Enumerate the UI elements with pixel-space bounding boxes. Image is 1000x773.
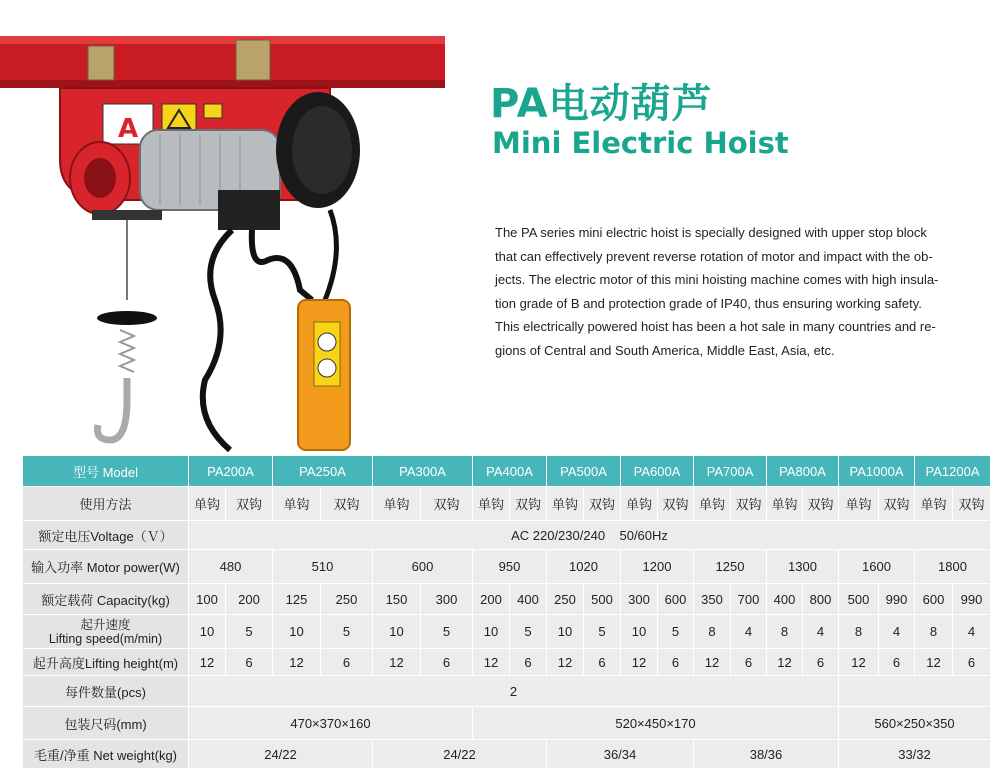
cell: 5 [510,615,547,649]
table-row [23,649,991,676]
cell: 10 [621,615,658,649]
cell: 双钩 [658,487,694,521]
cell: 500 [584,584,621,615]
cell: 4 [879,615,915,649]
cell: 双钩 [321,487,373,521]
cell-qty: 2 [189,676,839,707]
cell: 单钩 [621,487,658,521]
page-title-en: Mini Electric Hoist [492,126,789,160]
cell: 33/32 [839,740,991,769]
cell: 单钩 [915,487,953,521]
cell: 6 [584,649,621,676]
table-row [23,487,991,521]
cell: 1020 [547,550,621,584]
cell: 6 [510,649,547,676]
cell: 单钩 [273,487,321,521]
cell: 12 [694,649,731,676]
cell: 125 [273,584,321,615]
cell: 100 [189,584,226,615]
cell: 500 [839,584,879,615]
description-line: jects. The electric motor of this mini hoisting machine comes with high insula- [495,272,939,287]
cell: 36/34 [547,740,694,769]
cell: 400 [767,584,803,615]
cell: 470×370×160 [189,707,473,740]
cell: 1250 [694,550,767,584]
table-header-row [23,456,991,487]
cell: 双钩 [803,487,839,521]
header-model: PA1000A [839,456,915,487]
cell: 560×250×350 [839,707,991,740]
cell: 300 [421,584,473,615]
cell: 600 [373,550,473,584]
row-label-capacity: 额定载荷 Capacity(kg) [23,584,189,615]
description-line: that can effectively prevent reverse rotation of motor and impact with the ob- [495,248,933,264]
description-line: The PA series mini electric hoist is specially designed with upper stop block [495,225,927,240]
row-label-qty: 每件数量(pcs) [23,676,189,707]
table-row [23,550,991,584]
cell: 5 [584,615,621,649]
cell: 6 [731,649,767,676]
table-row [23,740,991,769]
cell: 单钩 [767,487,803,521]
cell: 300 [621,584,658,615]
cell: 990 [879,584,915,615]
cell: 8 [839,615,879,649]
cell: 12 [473,649,510,676]
cell: 6 [803,649,839,676]
header-model: PA800A [767,456,839,487]
table-row [23,584,991,615]
table-row [23,521,991,550]
description-line: gions of Central and South America, Middle East, Asia, etc. [495,342,835,358]
cell: 990 [953,584,991,615]
row-label-speed-en: Lifting speed(m/min) [48,631,163,646]
cell: 510 [273,550,373,584]
row-label-speed [23,615,189,649]
cell: 1800 [915,550,991,584]
cell: 12 [621,649,658,676]
cell: 单钩 [839,487,879,521]
cell: 600 [915,584,953,615]
header-model: PA700A [694,456,767,487]
description-line: tion grade of B and protection grade of IP40, thus ensuring working safety. [495,295,922,311]
cell: 10 [373,615,421,649]
cell: 6 [953,649,991,676]
cell: 350 [694,584,731,615]
cell: 12 [839,649,879,676]
cell: 双钩 [953,487,991,521]
cell: 单钩 [694,487,731,521]
header-model: PA300A [373,456,473,487]
cell: 250 [547,584,584,615]
cell: 480 [189,550,273,584]
cell: 4 [953,615,991,649]
cell: 400 [510,584,547,615]
cell: 24/22 [373,740,547,769]
cell-empty [839,676,991,707]
header-model-label: 型号 Model [23,456,189,487]
cell: 双钩 [731,487,767,521]
cell: 单钩 [547,487,584,521]
cell-voltage: AC 220/230/240 50/60Hz [189,521,991,550]
cell: 1200 [621,550,694,584]
cell: 700 [731,584,767,615]
cell: 双钩 [226,487,273,521]
spec-table [22,455,991,769]
hoist-product-image [0,0,470,452]
cell: 600 [658,584,694,615]
cell: 12 [547,649,584,676]
cell: 8 [694,615,731,649]
cell: 单钩 [189,487,226,521]
cell: 6 [226,649,273,676]
cell: 双钩 [879,487,915,521]
cell: 250 [321,584,373,615]
product-description [495,221,955,362]
cell: 10 [273,615,321,649]
cell: 200 [226,584,273,615]
header-model: PA200A [189,456,273,487]
cell: 4 [731,615,767,649]
cell: 1300 [767,550,839,584]
row-label-height: 起升高度Lifting height(m) [23,649,189,676]
header-model: PA1200A [915,456,991,487]
cell: 单钩 [373,487,421,521]
page-title-cn: PA电动葫芦 [490,81,713,127]
cell: 5 [658,615,694,649]
cell: 6 [421,649,473,676]
table-row [23,615,991,649]
cell: 200 [473,584,510,615]
cell: 双钩 [421,487,473,521]
row-label-usage: 使用方法 [23,487,189,521]
cell: 8 [767,615,803,649]
cell: 双钩 [584,487,621,521]
table-row [23,676,991,707]
cell: 10 [189,615,226,649]
cell: 5 [226,615,273,649]
cell: 6 [879,649,915,676]
cell: 8 [915,615,953,649]
header-model: PA500A [547,456,621,487]
cell: 24/22 [189,740,373,769]
cell: 12 [915,649,953,676]
row-label-pack: 包装尺码(mm) [23,707,189,740]
cell: 38/36 [694,740,839,769]
cell: 12 [189,649,226,676]
cell: 6 [321,649,373,676]
cell: 10 [473,615,510,649]
row-label-speed-cn: 起升速度 [80,617,131,632]
cell: 4 [803,615,839,649]
cell: 双钩 [510,487,547,521]
cell: 12 [373,649,421,676]
table-row [23,707,991,740]
row-label-weight: 毛重/净重 Net weight(kg) [23,740,189,769]
cell: 12 [273,649,321,676]
cell: 6 [658,649,694,676]
cell: 5 [321,615,373,649]
cell: 520×450×170 [473,707,839,740]
cell: 单钩 [473,487,510,521]
row-label-voltage: 额定电压Voltage（Ｖ） [23,521,189,550]
cell: 12 [767,649,803,676]
cell: 1600 [839,550,915,584]
cell: 950 [473,550,547,584]
hoist-badge: A [117,114,139,144]
cell: 150 [373,584,421,615]
cell: 5 [421,615,473,649]
cell: 800 [803,584,839,615]
row-label-power: 输入功率 Motor power(W) [23,550,189,584]
cell: 10 [547,615,584,649]
header-model: PA250A [273,456,373,487]
description-line: This electrically powered hoist has been a hot sale in many countries and re- [495,319,936,334]
header-model: PA600A [621,456,694,487]
header-model: PA400A [473,456,547,487]
